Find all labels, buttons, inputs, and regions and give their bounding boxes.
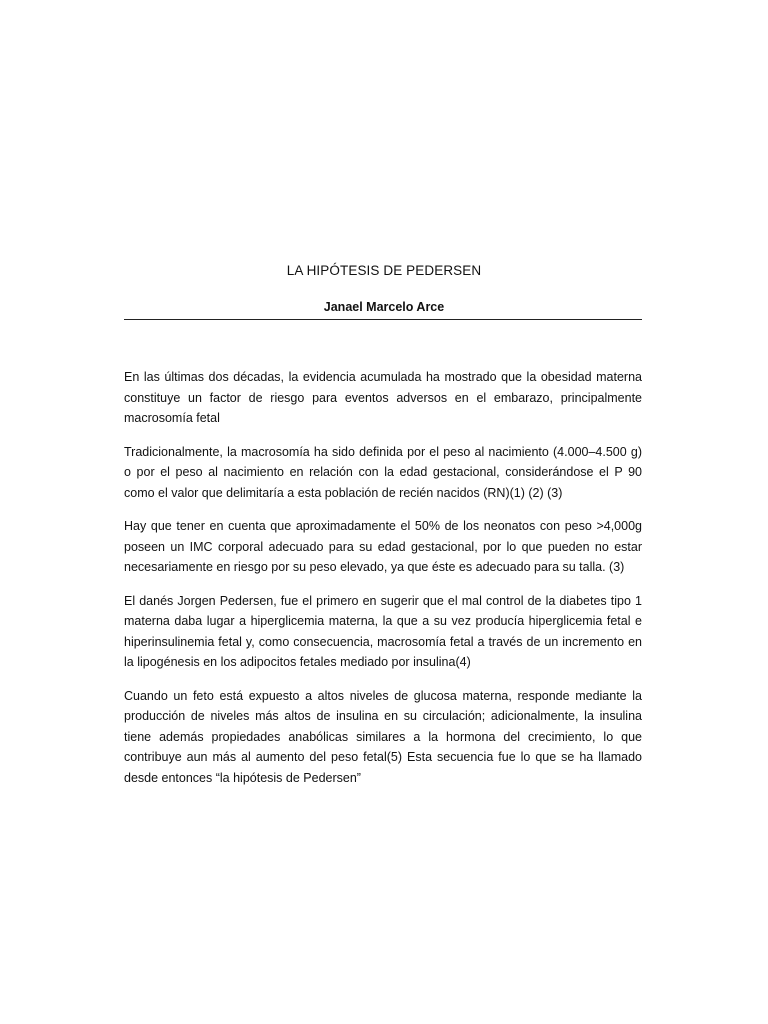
paragraph-3: Hay que tener en cuenta que aproximadamente el 50% de los neonatos con peso >4,000g poseen un IMC corporal adecuado para su edad gestacional, por lo que pueden no estar necesariamente en riesgo por su peso elevado, ya que éste es adecuado para su talla. (3) xyxy=(124,519,642,574)
title-divider xyxy=(124,319,642,320)
document-title: LA HIPÓTESIS DE PEDERSEN xyxy=(286,263,482,278)
paragraph-4: El danés Jorgen Pedersen, fue el primero en sugerir que el mal control de la diabetes tipo 1 materna daba lugar a hiperglicemia materna, la que a su vez producía hiperglicemia fetal e hiperinsulinemia fetal y, como consecuencia, macrosomía fetal a través de un incremento en la lipogénesis en los adipocitos fetales mediado por insulina(4) xyxy=(124,593,642,669)
paragraph-1: En las últimas dos décadas, la evidencia acumulada ha mostrado que la obesidad materna constituye un factor de riesgo para eventos adversos en el embarazo, principalmente macrosomía fetal xyxy=(124,370,642,425)
paragraph-2: Tradicionalmente, la macrosomía ha sido definida por el peso al nacimiento (4.000–4.500 g) o por el peso al nacimiento en relación con la edad gestacional, considerándose el P 90 como el valor que delimitaría a esta población de recién nacidos (RN)(1) (2) (3) xyxy=(124,444,642,500)
document-body xyxy=(124,367,642,801)
document-author: Janael Marcelo Arce xyxy=(323,300,445,314)
paragraph-5: Cuando un feto está expuesto a altos niveles de glucosa materna, responde mediante la producción de niveles más altos de insulina en su circulación; adicionalmente, la insulina tiene además propiedades anabólicas similares a la hormona del crecimiento, lo que contribuye aun más al aumento del peso fetal(5) Esta secuencia fue lo que se ha llamado desde entonces “la hipótesis de Pedersen” xyxy=(124,688,642,785)
